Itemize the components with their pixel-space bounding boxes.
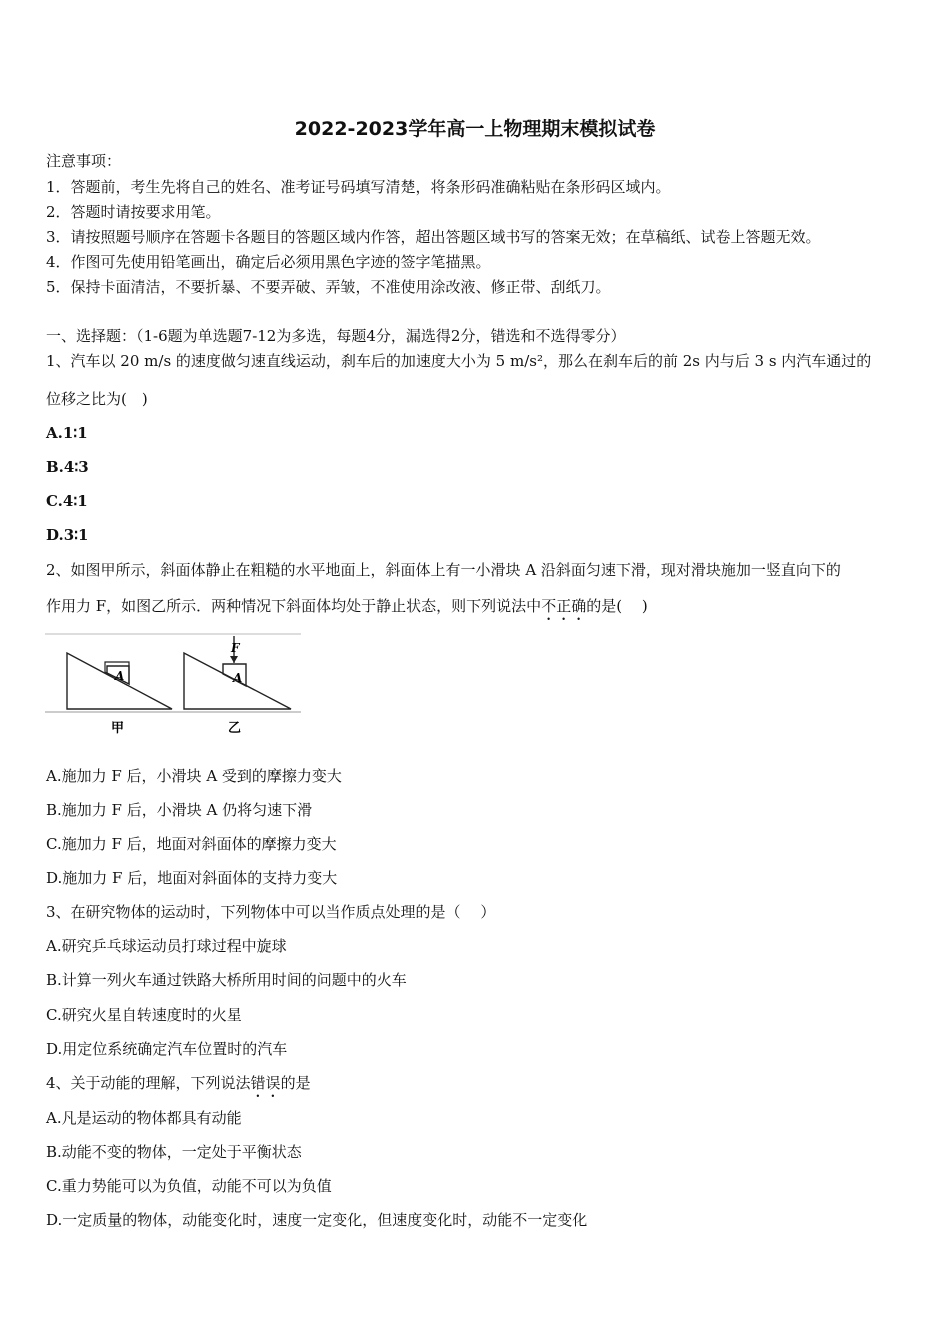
note-item: 2．答题时请按要求用笔。 [46, 203, 221, 221]
question-3-stem: 3、在研究物体的运动时，下列物体中可以当作质点处理的是（ ） [46, 903, 496, 921]
q4-option-b: B.动能不变的物体，一定处于平衡状态 [46, 1143, 302, 1161]
q3-option-a: A.研究乒乓球运动员打球过程中旋球 [46, 937, 287, 955]
q2-option-a: A.施加力 F 后，小滑块 A 受到的摩擦力变大 [46, 767, 342, 785]
block-label-right: A [233, 671, 243, 685]
incline-figure [45, 632, 303, 742]
q1-option-c: C.4∶1 [46, 492, 88, 510]
emphasized-text: 不正确 [541, 597, 587, 615]
page-title: 2022-2023学年高一上物理期末模拟试卷 [294, 118, 656, 140]
caption-right: 乙 [228, 721, 242, 736]
stem-text: 4、关于动能的理解，下列说法 [46, 1074, 251, 1092]
force-label: F [231, 641, 240, 655]
question-1-stem-cont: 位移之比为( ) [46, 390, 148, 408]
q2-option-b: B.施加力 F 后，小滑块 A 仍将匀速下滑 [46, 801, 313, 819]
question-2-stem-cont [46, 596, 648, 624]
note-item: 1．答题前，考生先将自己的姓名、准考证号码填写清楚，将条形码准确粘贴在条形码区域内。 [46, 178, 671, 196]
stem-text: 的是 [280, 1074, 311, 1092]
q1-option-d: D.3∶1 [46, 526, 89, 544]
q4-option-a: A.凡是运动的物体都具有动能 [46, 1109, 242, 1127]
note-item: 3．请按照题号顺序在答题卡各题目的答题区域内作答，超出答题区域书写的答案无效；在草稿纸、试卷上答题无效。 [46, 228, 821, 246]
q2-option-d: D.施加力 F 后，地面对斜面体的支持力变大 [46, 869, 338, 887]
stem-text: 的是( ) [586, 597, 648, 615]
q2-option-c: C.施加力 F 后，地面对斜面体的摩擦力变大 [46, 835, 337, 853]
emphasized-text: 错误 [250, 1074, 281, 1092]
notes-heading: 注意事项： [46, 152, 122, 170]
q3-option-b: B.计算一列火车通过铁路大桥所用时间的问题中的火车 [46, 971, 407, 989]
q1-option-b: B.4∶3 [46, 458, 89, 476]
q4-option-c: C.重力势能可以为负值，动能不可以为负值 [46, 1177, 332, 1195]
q4-option-d: D.一定质量的物体，动能变化时，速度一定变化，但速度变化时，动能不一定变化 [46, 1211, 588, 1229]
note-item: 5．保持卡面清洁，不要折暴、不要弄破、弄皱，不准使用涂改液、修正带、刮纸刀。 [46, 278, 611, 296]
question-1-stem: 1、汽车以 20 m/s 的速度做匀速直线运动，刹车后的加速度大小为 5 m/s²，那么在刹车后的前 2s 内与后 3 s 内汽车通过的 [46, 352, 872, 370]
q1-option-a: A.1∶1 [46, 424, 88, 442]
q3-option-d: D.用定位系统确定汽车位置时的汽车 [46, 1040, 288, 1058]
question-4-stem [46, 1073, 311, 1101]
q3-option-c: C.研究火星自转速度时的火星 [46, 1006, 242, 1024]
stem-text: 作用力 F，如图乙所示．两种情况下斜面体均处于静止状态，则下列说法中 [46, 597, 542, 615]
section-heading: 一、选择题：（1-6题为单选题7-12为多选，每题4分，漏选得2分，错选和不选得零分） [46, 327, 626, 345]
note-item: 4．作图可先使用铅笔画出，确定后必须用黑色字迹的签字笔描黑。 [46, 253, 491, 271]
caption-left: 甲 [111, 721, 125, 736]
question-2-stem: 2、如图甲所示，斜面体静止在粗糙的水平地面上，斜面体上有一小滑块 A 沿斜面匀速下滑，现对滑块施加一竖直向下的 [46, 561, 841, 579]
block-label-left: A [115, 669, 125, 683]
